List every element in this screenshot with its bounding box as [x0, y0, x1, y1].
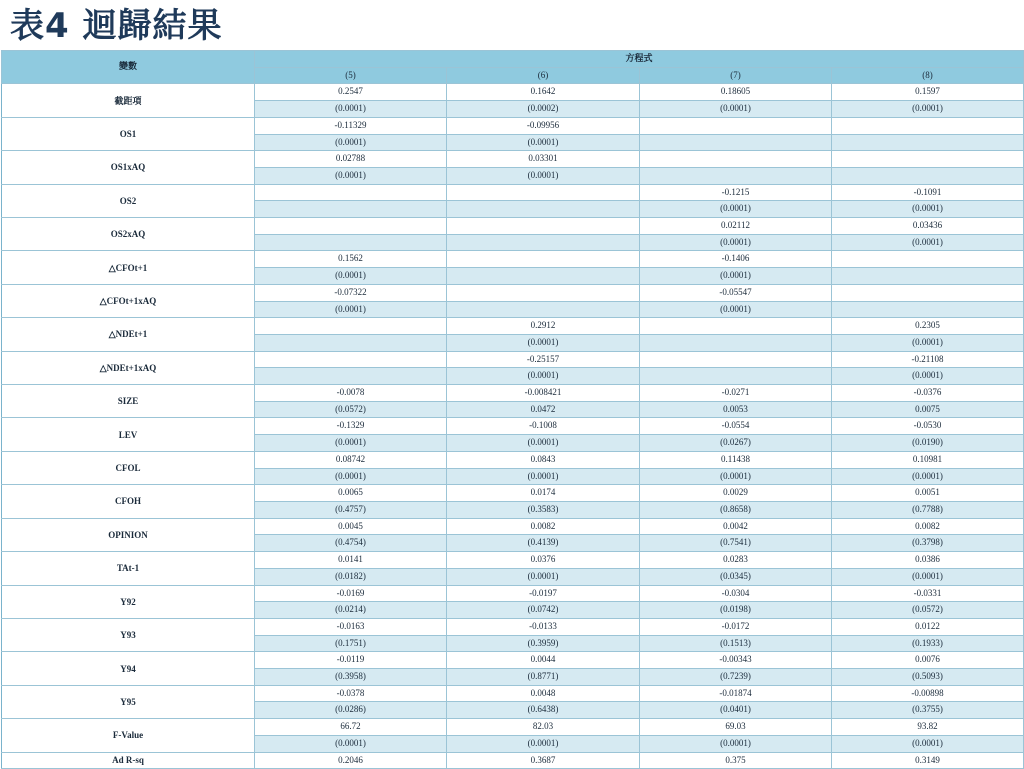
coef-row [2, 552, 1024, 569]
pvalue-cell [640, 334, 832, 351]
variable-name: △NDEt+1xAQ [2, 351, 255, 384]
coef-cell: -0.1008 [447, 418, 640, 435]
pvalue-cell: (0.6438) [447, 702, 640, 719]
coef-cell: 0.0029 [640, 485, 832, 502]
pvalue-cell: (0.0001) [255, 301, 447, 318]
variable-name: CFOH [2, 485, 255, 518]
pvalue-cell: (0.0001) [640, 201, 832, 218]
pvalue-cell: (0.0214) [255, 602, 447, 619]
pvalue-cell: (0.0001) [640, 234, 832, 251]
coef-cell: 0.0065 [255, 485, 447, 502]
pvalue-cell: (0.7239) [640, 669, 832, 686]
pvalue-cell: (0.0198) [640, 602, 832, 619]
coef-cell: 0.0386 [832, 552, 1024, 569]
pvalue-cell: (0.4754) [255, 535, 447, 552]
pvalue-cell: (0.0001) [832, 234, 1024, 251]
pvalue-cell: (0.0401) [640, 702, 832, 719]
variable-name: OS1 [2, 117, 255, 150]
pvalue-cell: (0.0001) [255, 468, 447, 485]
pvalue-cell: (0.0742) [447, 602, 640, 619]
pvalue-cell: (0.0001) [447, 334, 640, 351]
pvalue-cell: (0.0286) [255, 702, 447, 719]
variable-name: 截距項 [2, 84, 255, 117]
pvalue-cell [447, 301, 640, 318]
coef-row [2, 251, 1024, 268]
pvalue-cell: (0.8771) [447, 669, 640, 686]
coef-cell: 0.0082 [832, 518, 1024, 535]
coef-cell: -0.00343 [640, 652, 832, 669]
pvalue-cell: (0.3798) [832, 535, 1024, 552]
coef-cell: -0.05547 [640, 284, 832, 301]
variable-name: LEV [2, 418, 255, 451]
pvalue-cell: (0.0001) [447, 568, 640, 585]
pvalue-cell: (0.7541) [640, 535, 832, 552]
coef-cell [447, 284, 640, 301]
variable-name: OS2 [2, 184, 255, 217]
pvalue-cell: (0.0001) [640, 301, 832, 318]
variable-name: Y92 [2, 585, 255, 618]
coef-row [2, 719, 1024, 736]
column-header: (8) [832, 67, 1024, 84]
coef-cell: -0.008421 [447, 385, 640, 402]
coef-cell: 0.11438 [640, 451, 832, 468]
coef-cell [640, 351, 832, 368]
pvalue-cell: (0.0001) [832, 101, 1024, 118]
coef-cell: 0.1562 [255, 251, 447, 268]
pvalue-cell: (0.0001) [447, 167, 640, 184]
value-cell: 0.3687 [447, 752, 640, 769]
coef-cell: -0.11329 [255, 117, 447, 134]
coef-cell: 0.0376 [447, 552, 640, 569]
coef-cell: 0.10981 [832, 451, 1024, 468]
coef-cell [255, 351, 447, 368]
pvalue-cell: (0.0001) [255, 435, 447, 452]
pvalue-cell: (0.0001) [640, 101, 832, 118]
coef-cell: 0.0042 [640, 518, 832, 535]
pvalue-cell: (0.0002) [447, 101, 640, 118]
coef-cell: 93.82 [832, 719, 1024, 736]
pvalue-cell [447, 201, 640, 218]
pvalue-cell [447, 234, 640, 251]
coef-row [2, 284, 1024, 301]
pvalue-cell: (0.0001) [447, 468, 640, 485]
equation-header: 方程式 [255, 51, 1024, 68]
coef-row [2, 218, 1024, 235]
coef-cell [832, 284, 1024, 301]
pvalue-cell: (0.5093) [832, 669, 1024, 686]
pvalue-cell: (0.0001) [447, 134, 640, 151]
variable-name: Y94 [2, 652, 255, 685]
column-header: (5) [255, 67, 447, 84]
variable-name: F-Value [2, 719, 255, 752]
coef-cell: 0.0051 [832, 485, 1024, 502]
coef-cell: 0.2547 [255, 84, 447, 101]
variable-name: OPINION [2, 518, 255, 551]
header-row [2, 51, 1024, 68]
coef-cell: -0.0554 [640, 418, 832, 435]
coef-cell [640, 318, 832, 335]
coef-cell [255, 218, 447, 235]
pvalue-cell: (0.0001) [832, 334, 1024, 351]
coef-cell: -0.09956 [447, 117, 640, 134]
variable-name: TAt-1 [2, 552, 255, 585]
pvalue-cell: (0.0001) [255, 101, 447, 118]
variable-name: △CFOt+1 [2, 251, 255, 284]
pvalue-cell: (0.1751) [255, 635, 447, 652]
coef-row [2, 518, 1024, 535]
variable-name: Y93 [2, 618, 255, 651]
pvalue-cell [832, 268, 1024, 285]
pvalue-cell [640, 368, 832, 385]
pvalue-cell: (0.3958) [255, 669, 447, 686]
coef-cell: -0.0378 [255, 685, 447, 702]
coef-cell: -0.01874 [640, 685, 832, 702]
variable-name: CFOL [2, 451, 255, 484]
coef-cell: 66.72 [255, 719, 447, 736]
pvalue-cell: (0.0572) [832, 602, 1024, 619]
coef-cell: -0.1215 [640, 184, 832, 201]
pvalue-cell [832, 301, 1024, 318]
coef-cell: -0.0304 [640, 585, 832, 602]
pvalue-cell: (0.0001) [832, 735, 1024, 752]
coef-row [2, 685, 1024, 702]
pvalue-cell: (0.3583) [447, 501, 640, 518]
pvalue-cell: (0.4757) [255, 501, 447, 518]
pvalue-cell: (0.0001) [255, 167, 447, 184]
pvalue-cell: 0.0472 [447, 401, 640, 418]
pvalue-cell [255, 234, 447, 251]
coef-cell: 0.1642 [447, 84, 640, 101]
pvalue-cell: (0.0001) [640, 268, 832, 285]
coef-cell: 0.0076 [832, 652, 1024, 669]
pvalue-cell: 0.0053 [640, 401, 832, 418]
coef-cell: 0.02788 [255, 151, 447, 168]
coef-cell: 0.0843 [447, 451, 640, 468]
coef-cell: 0.0122 [832, 618, 1024, 635]
pvalue-cell: (0.0190) [832, 435, 1024, 452]
coef-row [2, 318, 1024, 335]
variable-header: 變數 [2, 51, 255, 84]
variable-name: △CFOt+1xAQ [2, 284, 255, 317]
coef-cell: -0.07322 [255, 284, 447, 301]
pvalue-cell: (0.3959) [447, 635, 640, 652]
coef-cell: 0.0141 [255, 552, 447, 569]
coef-cell [640, 117, 832, 134]
pvalue-cell: (0.0001) [255, 268, 447, 285]
coef-cell [447, 251, 640, 268]
coef-cell: -0.1091 [832, 184, 1024, 201]
coef-cell [832, 117, 1024, 134]
value-cell: 0.375 [640, 752, 832, 769]
coef-cell: 69.03 [640, 719, 832, 736]
pvalue-cell: 0.0075 [832, 401, 1024, 418]
coef-cell: 0.03436 [832, 218, 1024, 235]
pvalue-cell [255, 334, 447, 351]
pvalue-cell: (0.4139) [447, 535, 640, 552]
page-title: 表4 迴歸結果 [10, 6, 223, 46]
coef-cell: 0.02112 [640, 218, 832, 235]
pvalue-cell: (0.7788) [832, 501, 1024, 518]
coef-cell [255, 184, 447, 201]
coef-cell: 0.2912 [447, 318, 640, 335]
pvalue-cell: (0.8658) [640, 501, 832, 518]
coef-cell: -0.0271 [640, 385, 832, 402]
pvalue-cell: (0.0182) [255, 568, 447, 585]
pvalue-cell: (0.0001) [447, 368, 640, 385]
coef-cell: -0.0119 [255, 652, 447, 669]
pvalue-cell: (0.0001) [447, 435, 640, 452]
value-cell: 0.2046 [255, 752, 447, 769]
column-header: (7) [640, 67, 832, 84]
pvalue-cell: (0.1933) [832, 635, 1024, 652]
pvalue-cell: (0.0001) [832, 468, 1024, 485]
variable-name: Ad R-sq [2, 752, 255, 769]
coef-cell: -0.0169 [255, 585, 447, 602]
coef-row [2, 418, 1024, 435]
coef-row [2, 618, 1024, 635]
coef-cell: -0.0197 [447, 585, 640, 602]
coef-cell: -0.0078 [255, 385, 447, 402]
coef-row [2, 84, 1024, 101]
pvalue-cell [640, 167, 832, 184]
coef-cell: -0.0331 [832, 585, 1024, 602]
coef-row [2, 485, 1024, 502]
coef-cell: 0.1597 [832, 84, 1024, 101]
variable-name: △NDEt+1 [2, 318, 255, 351]
coef-cell: 0.18605 [640, 84, 832, 101]
coef-cell [832, 151, 1024, 168]
coef-row [2, 184, 1024, 201]
coef-cell: -0.0172 [640, 618, 832, 635]
pvalue-cell: (0.0001) [832, 368, 1024, 385]
coef-cell: -0.0133 [447, 618, 640, 635]
pvalue-cell: (0.3755) [832, 702, 1024, 719]
value-cell: 0.3149 [832, 752, 1024, 769]
coef-cell: -0.1329 [255, 418, 447, 435]
coef-row [2, 351, 1024, 368]
pvalue-cell [832, 134, 1024, 151]
coef-row [2, 652, 1024, 669]
pvalue-cell: (0.0001) [640, 468, 832, 485]
pvalue-cell: (0.0001) [255, 134, 447, 151]
pvalue-cell: (0.0001) [255, 735, 447, 752]
variable-name: OS2xAQ [2, 218, 255, 251]
coef-row [2, 385, 1024, 402]
coef-cell: -0.21108 [832, 351, 1024, 368]
coef-cell: 0.0283 [640, 552, 832, 569]
pvalue-cell: (0.0001) [640, 735, 832, 752]
pvalue-cell: (0.0267) [640, 435, 832, 452]
variable-name: Y95 [2, 685, 255, 718]
coef-cell: 0.08742 [255, 451, 447, 468]
pvalue-cell: (0.0345) [640, 568, 832, 585]
pvalue-cell [447, 268, 640, 285]
pvalue-cell: (0.1513) [640, 635, 832, 652]
coef-cell: 0.03301 [447, 151, 640, 168]
coef-cell: 0.0082 [447, 518, 640, 535]
coef-cell [447, 184, 640, 201]
pvalue-cell [255, 201, 447, 218]
coef-row [2, 451, 1024, 468]
coef-cell [447, 218, 640, 235]
pvalue-cell: (0.0001) [447, 735, 640, 752]
coef-cell [640, 151, 832, 168]
coef-cell: 0.0044 [447, 652, 640, 669]
coef-row [2, 117, 1024, 134]
variable-name: SIZE [2, 385, 255, 418]
pvalue-cell: (0.0001) [832, 201, 1024, 218]
coef-cell: -0.1406 [640, 251, 832, 268]
coef-cell: 0.2305 [832, 318, 1024, 335]
pvalue-cell [255, 368, 447, 385]
coef-cell: -0.0530 [832, 418, 1024, 435]
coef-cell [255, 318, 447, 335]
coef-row [2, 151, 1024, 168]
coef-cell: 82.03 [447, 719, 640, 736]
column-header: (6) [447, 67, 640, 84]
coef-cell [832, 251, 1024, 268]
regression-table [1, 50, 1024, 769]
pvalue-cell: (0.0572) [255, 401, 447, 418]
pvalue-cell [832, 167, 1024, 184]
pvalue-cell [640, 134, 832, 151]
variable-name: OS1xAQ [2, 151, 255, 184]
pvalue-cell: (0.0001) [832, 568, 1024, 585]
coef-cell: 0.0045 [255, 518, 447, 535]
coef-cell: 0.0174 [447, 485, 640, 502]
coef-cell: -0.25157 [447, 351, 640, 368]
coef-cell: -0.0163 [255, 618, 447, 635]
adj-r-squared-row [2, 752, 1024, 769]
coef-cell: -0.00898 [832, 685, 1024, 702]
coef-cell: 0.0048 [447, 685, 640, 702]
coef-row [2, 585, 1024, 602]
coef-cell: -0.0376 [832, 385, 1024, 402]
